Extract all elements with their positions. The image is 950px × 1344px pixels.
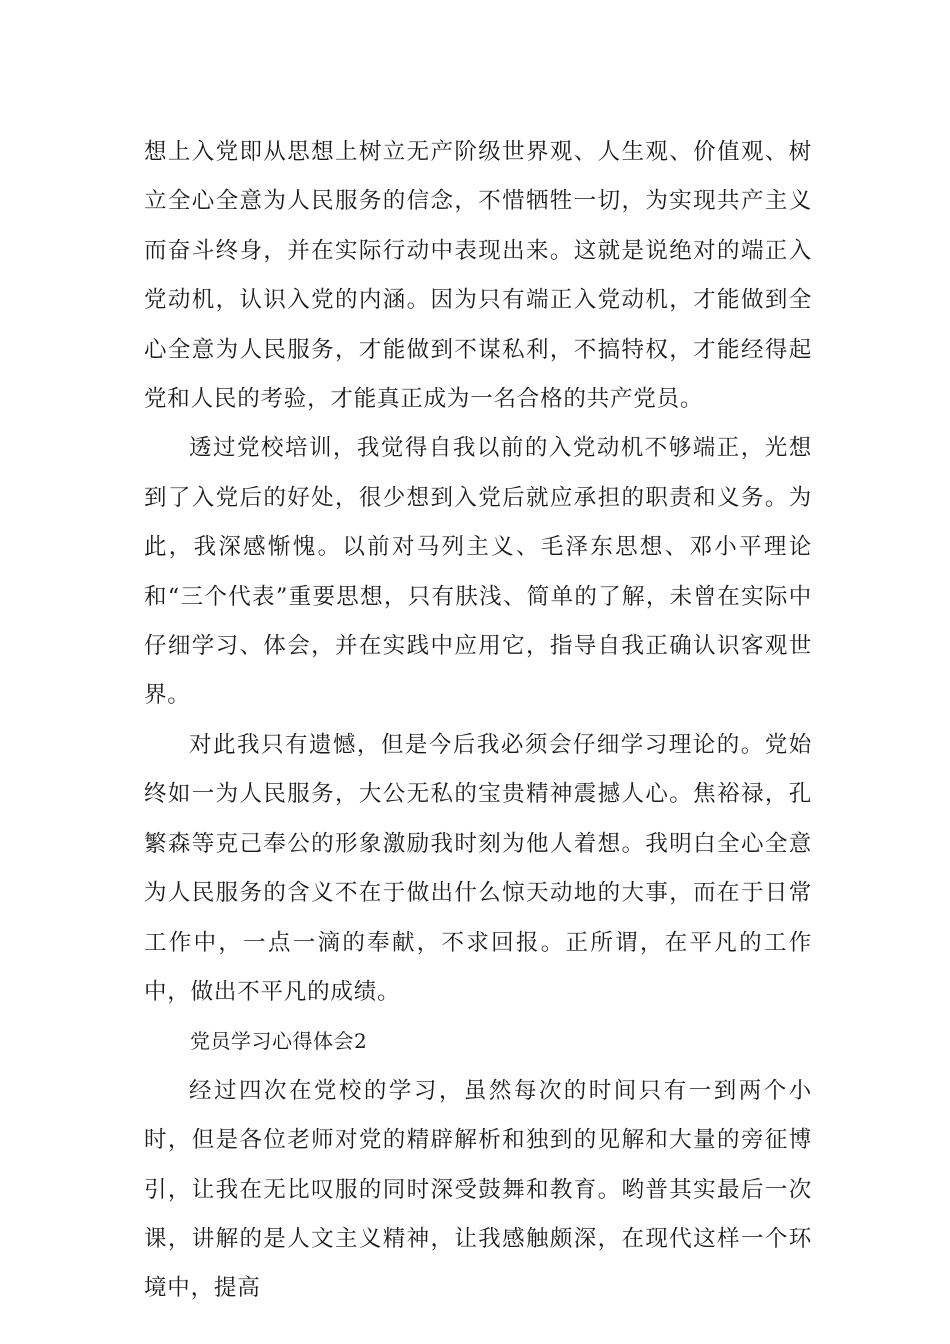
paragraph-2: 透过党校培训，我觉得自我以前的入党动机不够端正，光想到了入党后的好处，很少想到入党后就应承担的职责和义务。为此，我深感惭愧。以前对马列主义、毛泽东思想、邓小平理论和“三个代表”重要思想，只有肤浅、简单的了解，未曾在实际中仔细学习、体会，并在实践中应用它，指导自我正确认识客观世界。 (144, 435, 812, 709)
section-heading: 党员学习心得体会2 (190, 1029, 368, 1054)
paragraph-3: 对此我只有遗憾，但是今后我必须会仔细学习理论的。党始终如一为人民服务，大公无私的宝贵精神震撼人心。焦裕禄，孔繁森等克己奉公的形象激励我时刻为他人着想。我明白全心全意为人民服务的含义不在于做出什么惊天动地的大事，而在于日常工作中，一点一滴的奉献，不求回报。正所谓，在平凡的工作中，做出不平凡的成绩。 (144, 731, 812, 1005)
paragraph-4: 经过四次在党校的学习，虽然每次的时间只有一到两个小时，但是各位老师对党的精辟解析和独到的见解和大量的旁征博引，让我在无比叹服的同时深受鼓舞和教育。哟普其实最后一次课，讲解的是人文主义精神，让我感触颇深，在现代这样一个环境中，提高 (144, 1077, 812, 1302)
paragraph-1: 想上入党即从思想上树立无产阶级世界观、人生观、价值观、树立全心全意为人民服务的信念，不惜牺牲一切，为实现共产主义而奋斗终身，并在实际行动中表现出来。这就是说绝对的端正入党动机，认识入党的内涵。因为只有端正入党动机，才能做到全心全意为人民服务，才能做到不谋私利，不搞特权，才能经得起党和人民的考验，才能真正成为一名合格的共产党员。 (144, 139, 812, 413)
document-body (144, 128, 812, 1314)
